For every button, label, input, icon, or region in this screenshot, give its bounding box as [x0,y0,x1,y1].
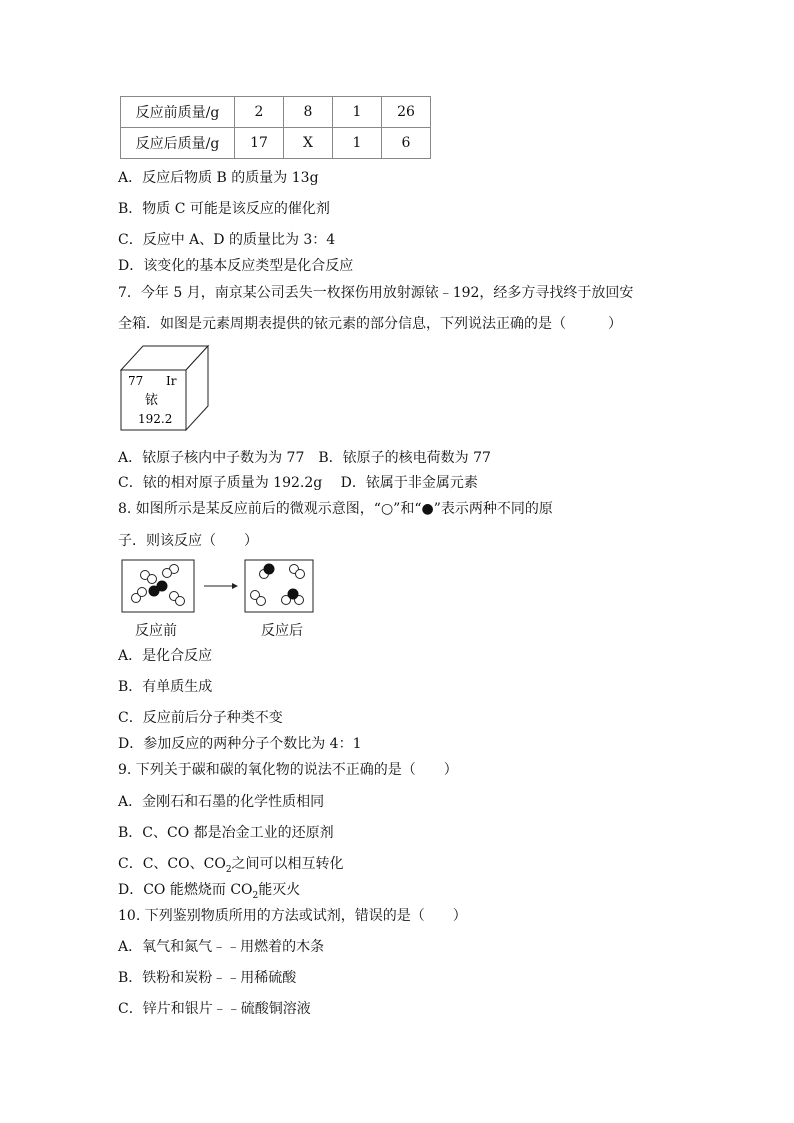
table-row [121,97,431,128]
label-before: 反应前 [135,623,177,639]
table-cell: 1 [333,128,382,159]
q7-stem-line1: 7．今年 5 月，南京某公司丢失一枚探伤用放射源铱﹣192，经多方寻找终于放回安 [118,285,634,301]
element-name: 铱 [145,393,159,408]
table-cell: 6 [382,128,431,159]
q6-option-d: D．该变化的基本反应类型是化合反应 [118,258,354,274]
atomic-number: 77 [128,374,144,388]
reaction-diagram [118,556,318,616]
q9-option-c [118,853,344,875]
q9-option-b: B．C、CO 都是冶金工业的还原剂 [118,825,334,841]
q9-option-d-text: D．CO 能燃烧而 CO [118,882,253,898]
table-cell: 1 [333,97,382,128]
mass-table [120,96,431,159]
q6-option-b: B．物质 C 可能是该反应的催化剂 [118,201,330,217]
q8-stem-line1: 8. 如图所示是某反应前后的微观示意图，“○”和“●”表示两种不同的原 [118,501,553,517]
q10-option-c: C．锌片和银片﹣﹣硫酸铜溶液 [118,1001,311,1017]
element-symbol: Ir [166,374,177,388]
table-cell: 8 [284,97,333,128]
row-label: 反应前质量/g [121,97,235,128]
table-row [121,128,431,159]
subscript: 2 [252,890,259,901]
q7-stem-line2: 全箱．如图是元素周期表提供的铱元素的部分信息，下列说法正确的是（ ） [118,316,622,332]
q6-option-c: C．反应中 A、D 的质量比为 3：4 [118,232,336,248]
q7-options-line1: A．铱原子核内中子数为为 77 B．铱原子的核电荷数为 77 [118,450,491,466]
q10-stem: 10. 下列鉴别物质所用的方法或试剂，错误的是（ ） [118,908,467,924]
q10-option-b: B．铁粉和炭粉﹣﹣用稀硫酸 [118,970,297,986]
atomic-mass: 192.2 [138,412,173,426]
table-cell: 17 [235,128,284,159]
table-cell: 26 [382,97,431,128]
table-cell: 2 [235,97,284,128]
q9-stem: 9. 下列关于碳和碳的氧化物的说法不正确的是（ ） [118,762,458,778]
table-cell: X [284,128,333,159]
q9-option-d [118,879,300,901]
q8-stem-line2: 子．则该反应（ ） [118,533,258,549]
q8-option-d: D．参加反应的两种分子个数比为 4：1 [118,736,362,752]
q9-option-d-tail: 能灭火 [258,882,301,898]
q7-options-line2: C．铱的相对原子质量为 192.2g D．铱属于非金属元素 [118,475,478,491]
q10-option-a: A．氧气和氮气﹣﹣用燃着的木条 [118,939,325,955]
q8-option-a: A．是化合反应 [118,648,213,664]
q9-option-c-text: C．C、CO、CO [118,856,226,872]
q8-option-b: B．有单质生成 [118,679,213,695]
label-after: 反应后 [261,623,303,639]
q6-option-a: A．反应后物质 B 的质量为 13g [118,170,319,186]
element-cell-diagram [118,342,214,434]
q9-option-c-tail: 之间可以相互转化 [231,856,344,872]
q8-option-c: C．反应前后分子种类不变 [118,710,283,726]
q9-option-a: A．金刚石和石墨的化学性质相同 [118,794,325,810]
subscript: 2 [225,864,232,875]
row-label: 反应后质量/g [121,128,235,159]
